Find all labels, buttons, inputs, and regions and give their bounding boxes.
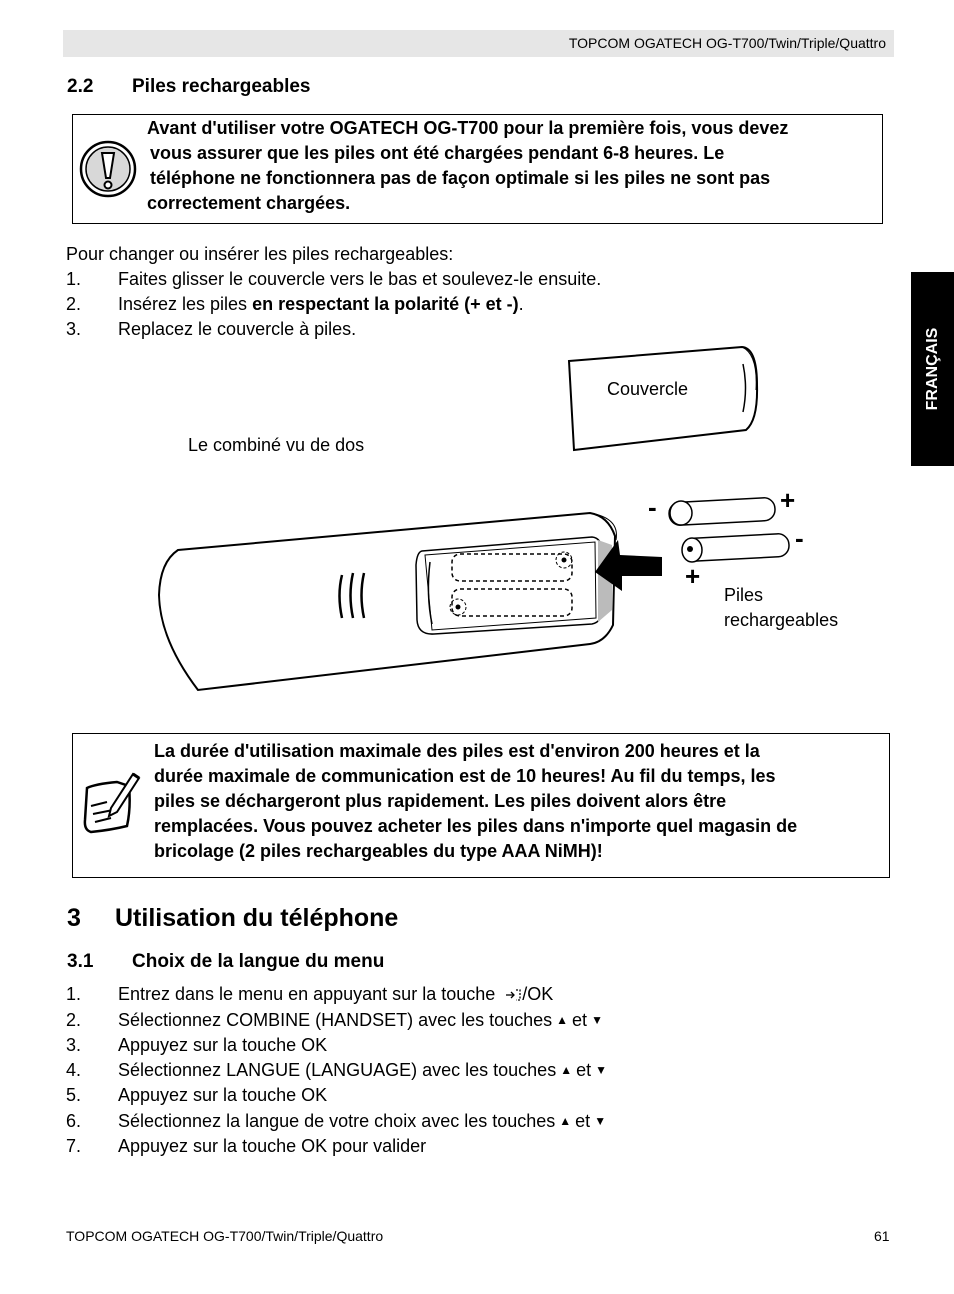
warning-line: Avant d'utiliser votre OGATECH OG-T700 pour la première fois, vous devez	[147, 118, 789, 138]
step-text-main: Sélectionnez COMBINE (HANDSET) avec les touches	[118, 1010, 553, 1030]
page-header	[63, 30, 894, 57]
step-text-main: Entrez dans le menu en appuyant sur la touche	[118, 984, 496, 1004]
step-number: 4.	[66, 1060, 82, 1080]
note-line: bricolage (2 piles rechargeables du type AAA NiMH)!	[154, 841, 603, 861]
batteries-label	[724, 583, 838, 633]
plus-sign: +	[780, 485, 796, 515]
step-text-suffix: /OK	[522, 984, 554, 1004]
down-arrow-icon: ▼	[595, 1063, 607, 1077]
step-text: Faites glisser le couvercle vers le bas et soulevez-le ensuite.	[118, 269, 602, 289]
section-title: Choix de la langue du menu	[132, 951, 385, 972]
header-title: TOPCOM OGATECH OG-T700/Twin/Triple/Quattro	[568, 35, 886, 51]
note-line: piles se déchargeront plus rapidement. Les piles doivent alors être	[154, 791, 727, 811]
note-pencil-icon	[81, 768, 141, 838]
step-text-main: Sélectionnez LANGUE (LANGUAGE) avec les touches	[118, 1060, 557, 1080]
step-text: Appuyez sur la touche OK	[118, 1085, 328, 1105]
down-arrow-icon: ▼	[591, 1013, 603, 1027]
warning-text	[147, 116, 788, 216]
note-text	[154, 739, 797, 864]
warning-line: téléphone ne fonctionnera pas de façon optimale si les piles ne sont pas	[150, 168, 771, 188]
step-text-and: et	[576, 1060, 592, 1080]
step-text	[118, 1058, 611, 1083]
down-arrow-icon: ▼	[594, 1114, 607, 1128]
step-number: 3.	[66, 319, 82, 339]
up-arrow-icon: ▲	[559, 1114, 572, 1128]
handset-figure	[150, 340, 870, 700]
minus-sign: -	[795, 523, 804, 553]
step-text-pre: Insérez les piles	[118, 294, 253, 314]
step-text: Appuyez sur la touche OK	[118, 1035, 328, 1055]
step-text	[118, 982, 553, 1007]
footer-title: TOPCOM OGATECH OG-T700/Twin/Triple/Quattro	[66, 1228, 384, 1244]
section-2-2-heading	[67, 76, 311, 98]
step-text	[118, 292, 524, 317]
batteries-label-line: rechargeables	[724, 610, 839, 630]
language-tab-label: FRANÇAIS	[923, 327, 941, 411]
menu-key-icon	[505, 988, 521, 1002]
cover-label: Couvercle	[607, 379, 689, 399]
step-number: 2.	[66, 294, 82, 314]
batteries-label-line: Piles	[724, 585, 764, 605]
step-text	[118, 1109, 610, 1134]
step-text-and: et	[572, 1010, 588, 1030]
up-arrow-icon: ▲	[560, 1063, 573, 1077]
minus-sign: -	[648, 492, 657, 522]
step-number: 6.	[66, 1111, 82, 1131]
step-text-and: et	[575, 1111, 591, 1131]
warning-line: correctement chargées.	[147, 193, 351, 213]
note-line: remplacées. Vous pouvez acheter les piles dans n'importe quel magasin de	[154, 816, 798, 836]
section-title: Utilisation du téléphone	[115, 904, 399, 932]
language-tab	[911, 272, 954, 466]
step-text-main: Sélectionnez la langue de votre choix avec les touches	[118, 1111, 556, 1131]
step-text	[118, 1008, 607, 1033]
step-text-post: .	[518, 294, 524, 314]
battery-intro: Pour changer ou insérer les piles rechargeables:	[66, 244, 454, 264]
step-text: Replacez le couvercle à piles.	[118, 319, 357, 339]
step-number: 1.	[66, 984, 82, 1004]
step-number: 1.	[66, 269, 82, 289]
handset-drawing	[159, 513, 616, 690]
note-line: durée maximale de communication est de 10 heures! Au fil du temps, les	[154, 766, 776, 786]
section-number: 3	[67, 904, 81, 932]
step-text: Appuyez sur la touche OK pour valider	[118, 1136, 427, 1156]
warning-icon	[79, 140, 137, 198]
warning-box	[72, 114, 883, 224]
up-arrow-icon: ▲	[556, 1013, 569, 1027]
warning-line: vous assurer que les piles ont été chargées pendant 6-8 heures. Le	[150, 143, 725, 163]
step-number: 7.	[66, 1136, 82, 1156]
plus-sign: +	[685, 561, 701, 591]
step-number: 3.	[66, 1035, 82, 1055]
step-number: 5.	[66, 1085, 82, 1105]
section-3-heading	[67, 904, 398, 933]
section-number: 2.2	[67, 76, 94, 97]
note-line: La durée d'utilisation maximale des piles est d'environ 200 heures et la	[154, 741, 760, 761]
handset-label: Le combiné vu de dos	[188, 435, 365, 455]
page-number: 61	[874, 1228, 890, 1244]
batteries-drawing	[668, 497, 789, 562]
step-number: 2.	[66, 1010, 82, 1030]
note-box	[72, 733, 890, 878]
section-title: Piles rechargeables	[132, 76, 311, 97]
section-number: 3.1	[67, 951, 94, 972]
step-text-bold: en respectant la polarité (+ et -)	[252, 294, 519, 314]
section-3-1-heading	[67, 951, 384, 973]
